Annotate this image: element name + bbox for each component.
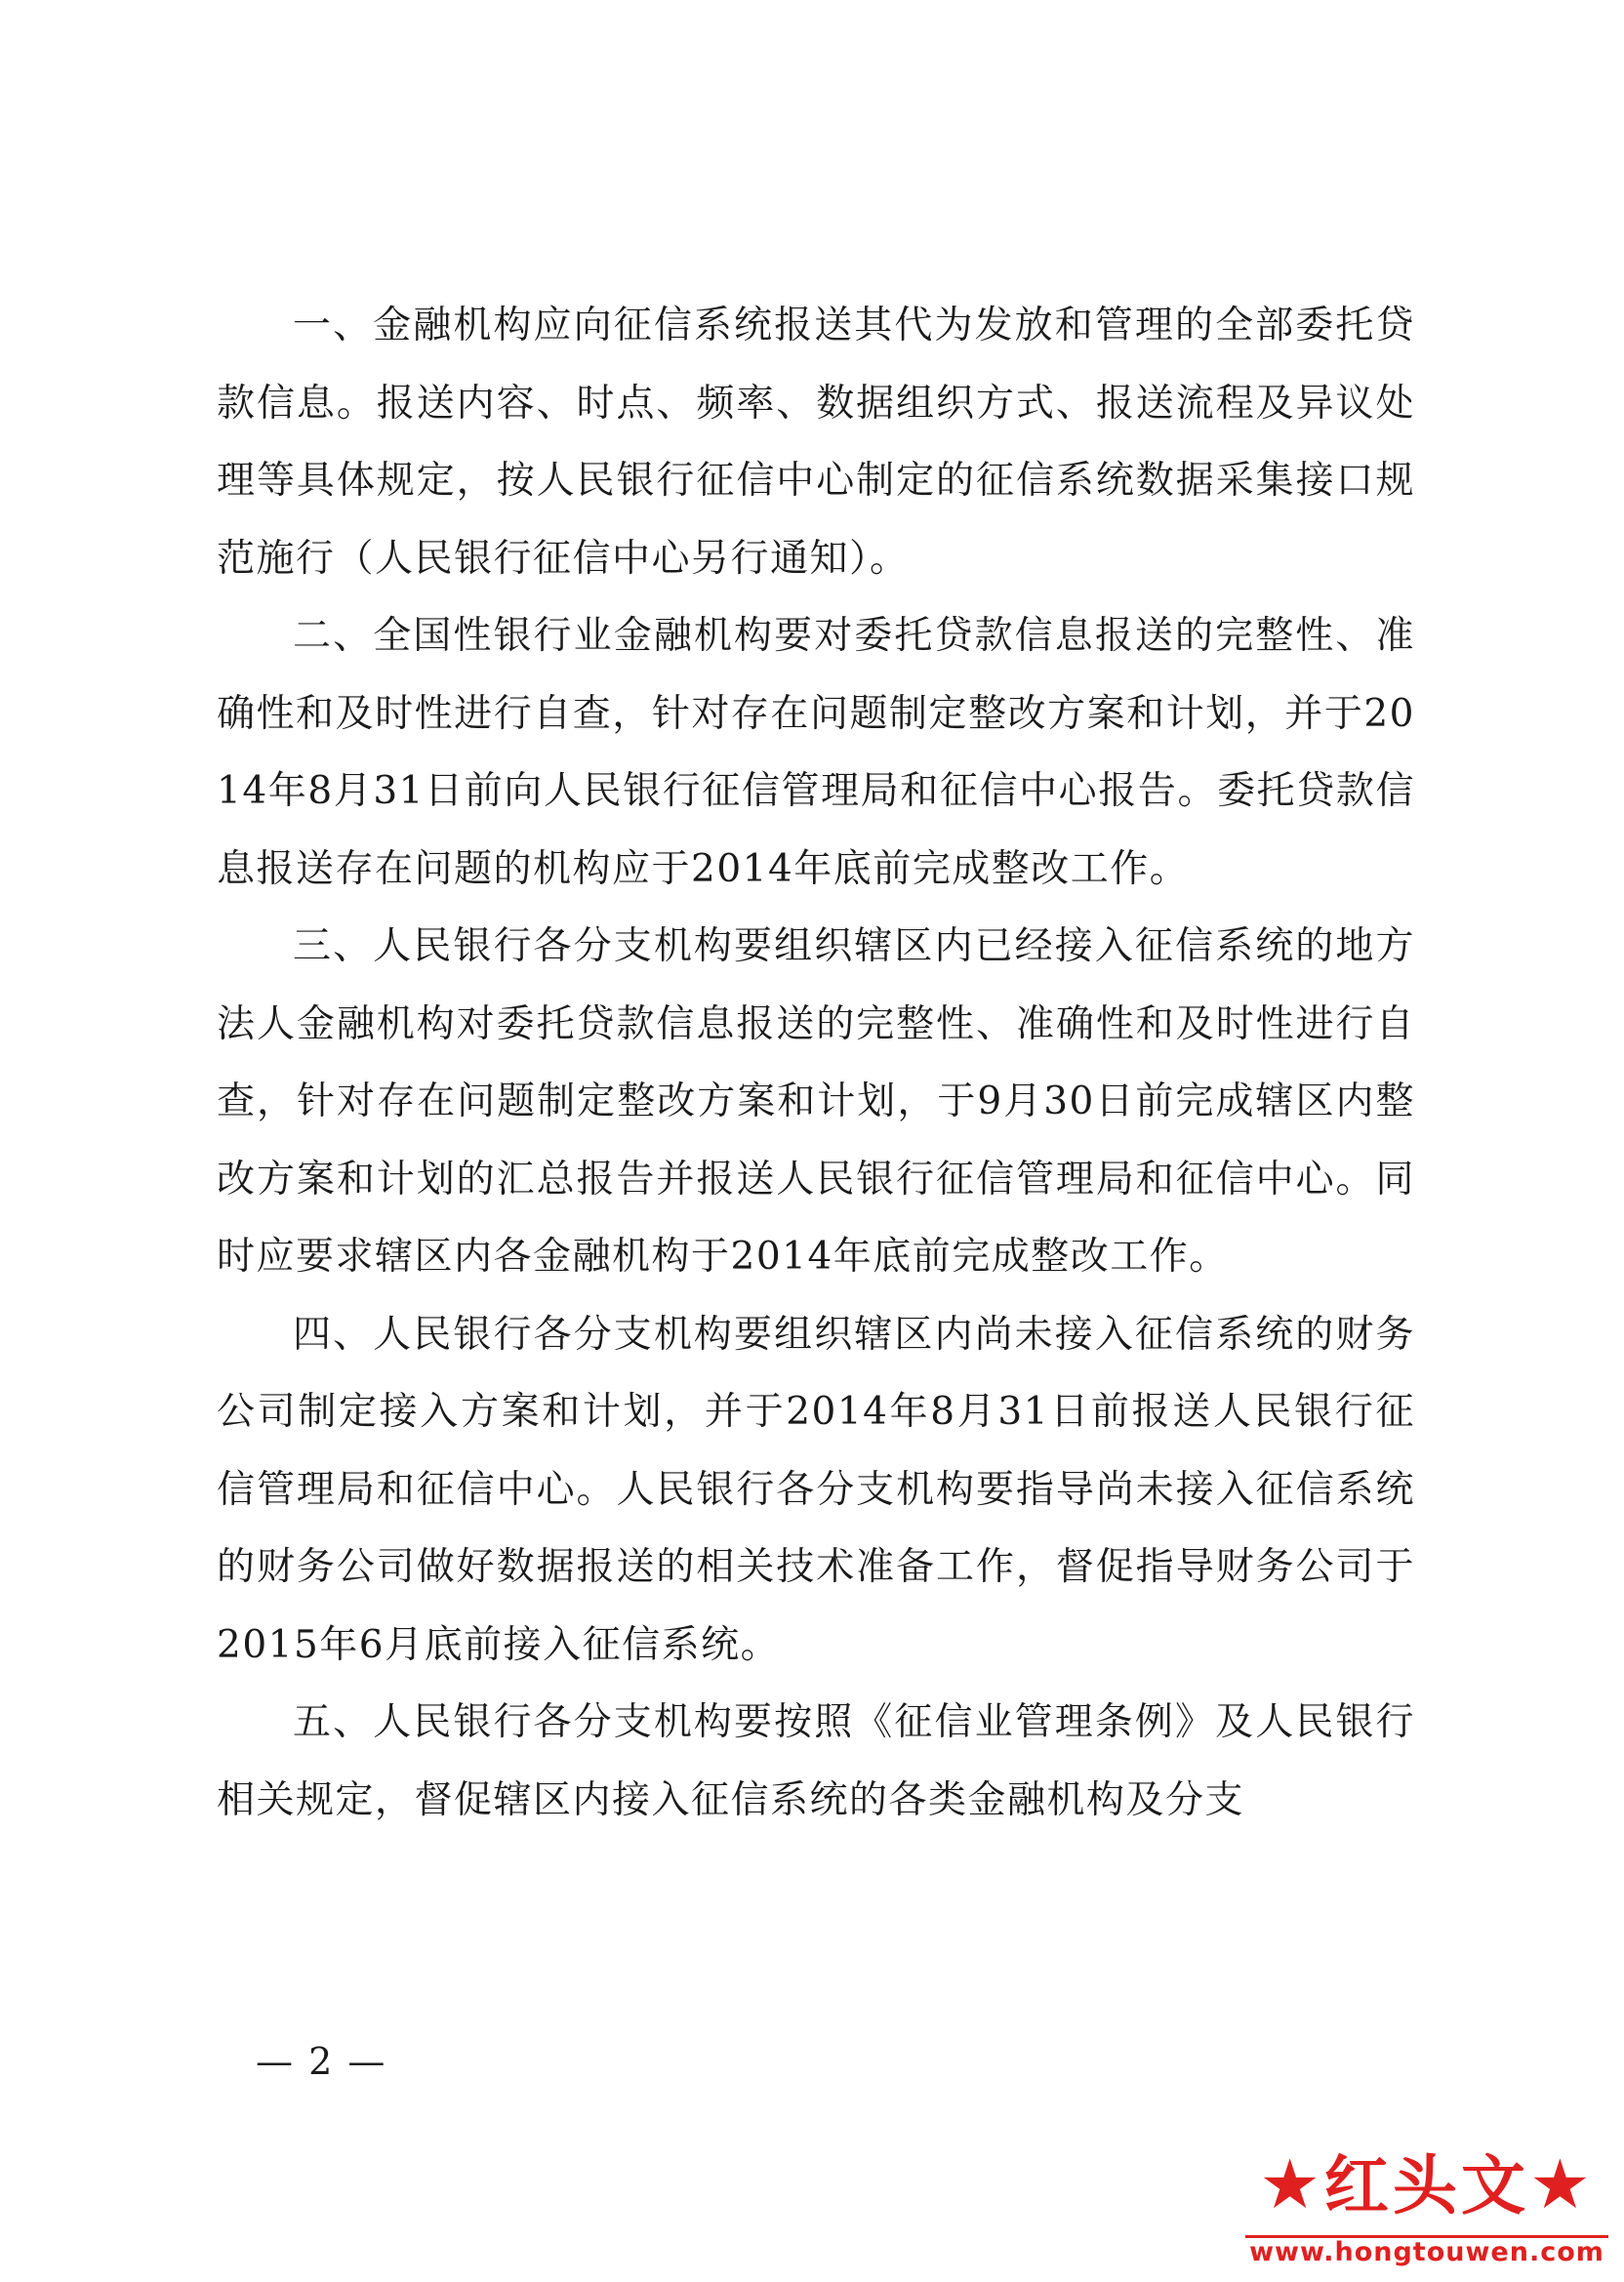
page-number: — 2 — xyxy=(256,2040,387,2083)
watermark-logo xyxy=(1232,2136,1622,2282)
star-icon: ★ xyxy=(1529,2144,1595,2224)
paragraph-1: 一、金融机构应向征信系统报送其代为发放和管理的全部委托贷款信息。报送内容、时点、频率、数据组织方式、报送流程及异议处理等具体规定，按人民银行征信中心制定的征信系统数据采集接口规范施行（人民银行征信中心另行通知）。 xyxy=(217,304,1415,581)
watermark-url: www.hongtouwen.com xyxy=(1249,2237,1604,2267)
paragraph-2: 二、全国性银行业金融机构要对委托贷款信息报送的完整性、准确性和及时性进行自查，针对存在问题制定整改方案和计划，并于2014年8月31日前向人民银行征信管理局和征信中心报告。委托贷款信息报送存在问题的机构应于2014年底前完成整改工作。 xyxy=(217,614,1415,891)
paragraph-3: 三、人民银行各分支机构要组织辖区内已经接入征信系统的地方法人金融机构对委托贷款信息报送的完整性、准确性和及时性进行自查，针对存在问题制定整改方案和计划，于9月30日前完成辖区内整改方案和计划的汇总报告并报送人民银行征信管理局和征信中心。同时应要求辖区内各金融机构于2014年底前完成整改工作。 xyxy=(217,924,1415,1279)
watermark-title-text: 红头文 xyxy=(1324,2148,1529,2223)
document-body xyxy=(217,287,1415,1839)
star-icon: ★ xyxy=(1259,2144,1324,2224)
paragraph-4: 四、人民银行各分支机构要组织辖区内尚未接入征信系统的财务公司制定接入方案和计划，并于2014年8月31日前报送人民银行征信管理局和征信中心。人民银行各分支机构要指导尚未接入征信系统的财务公司做好数据报送的相关技术准备工作，督促指导财务公司于2015年6月底前接入征信系统。 xyxy=(217,1312,1415,1667)
paragraph-5: 五、人民银行各分支机构要按照《征信业管理条例》及人民银行相关规定，督促辖区内接入征信系统的各类金融机构及分支 xyxy=(217,1700,1415,1822)
watermark-title xyxy=(1232,2136,1622,2235)
